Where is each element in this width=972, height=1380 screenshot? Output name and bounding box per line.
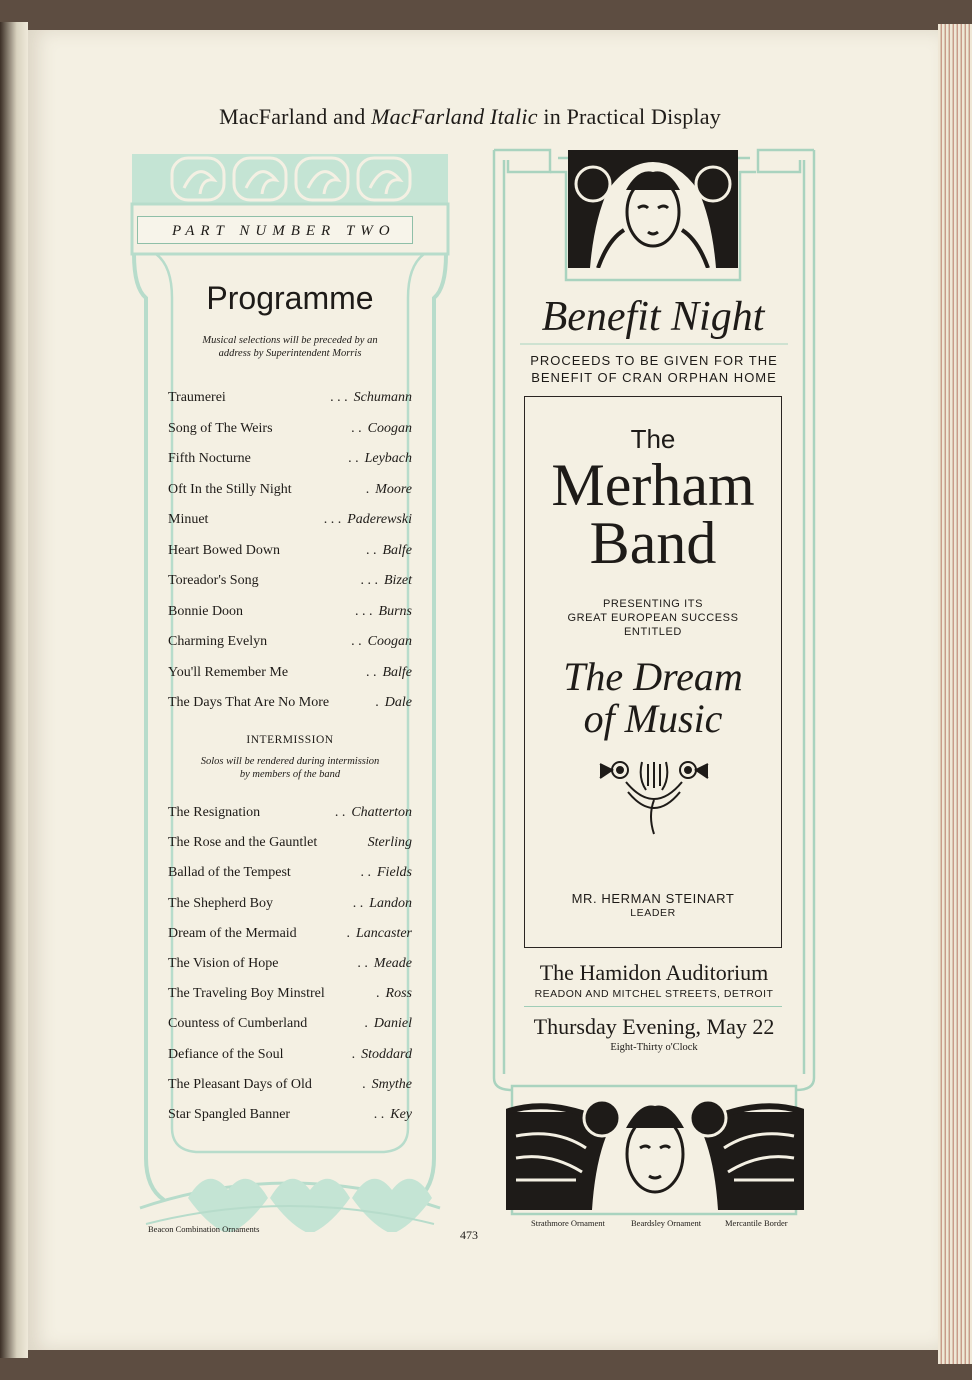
program-leader-dots: . . . <box>355 603 373 619</box>
program-title: The Days That Are No More <box>168 695 330 710</box>
solo-row <box>168 896 412 912</box>
heading-italic-text: MacFarland Italic <box>371 104 538 129</box>
solo-leader-dots: . <box>364 1016 368 1032</box>
program-leader-dots: . . <box>365 542 377 558</box>
solo-leader-dots: . <box>346 925 350 941</box>
solo-composer: Daniel <box>373 1016 412 1032</box>
benefit-night-title: Benefit Night <box>541 294 765 340</box>
heading-text: MacFarland and <box>219 104 372 129</box>
program-title: Bonnie Doon <box>168 603 244 619</box>
solo-row <box>168 956 412 972</box>
program-row <box>168 482 412 498</box>
show-title-line: of Music <box>583 696 723 741</box>
left-ornament-caption: Beacon Combination Ornaments <box>148 1224 260 1234</box>
solo-title: Dream of the Mermaid <box>168 925 297 941</box>
solo-composer: Sterling <box>367 835 412 851</box>
program-leader-dots: . . <box>348 451 359 466</box>
solo-title: The Shepherd Boy <box>168 895 273 911</box>
solo-row <box>168 1107 412 1123</box>
book-spine-edge <box>0 22 28 1358</box>
page-number: 473 <box>460 1228 478 1242</box>
program-title: Song of The Weirs <box>168 420 273 436</box>
solo-row <box>168 1077 412 1093</box>
program-title: Oft In the Stilly Night <box>168 481 292 497</box>
solo-title: Countess of Cumberland <box>168 1016 308 1032</box>
band-name-line: Merham <box>551 452 755 518</box>
program-row <box>168 390 412 406</box>
solo-row <box>168 835 412 851</box>
solo-composer: Lancaster <box>356 925 412 941</box>
event-date: Thursday Evening, May 22 <box>533 1014 775 1039</box>
heading-text-end: in Practical Display <box>537 104 721 129</box>
program-leader-dots: . . . <box>360 573 378 588</box>
strathmore-caption: Strathmore Ornament <box>531 1218 605 1228</box>
solo-leader-dots: . . <box>357 956 368 971</box>
program-composer: Balfe <box>382 542 412 558</box>
solo-leader-dots: . . <box>352 895 364 911</box>
program-row <box>168 665 412 681</box>
programme-note <box>168 334 412 360</box>
proceeds-text <box>522 352 786 386</box>
program-row <box>168 421 412 437</box>
mercantile-caption: Mercantile Border <box>725 1218 788 1228</box>
page-stack-edges <box>938 24 972 1364</box>
beardsley-caption: Beardsley Ornament <box>631 1218 702 1228</box>
presenting-line: GREAT EUROPEAN SUCCESS <box>567 612 739 624</box>
venue-address: READON AND MITCHEL STREETS, DETROIT <box>534 988 774 1000</box>
program-leader-dots: . . . <box>330 390 348 405</box>
program-title: Minuet <box>168 512 209 527</box>
solo-row <box>168 986 412 1002</box>
program-row <box>168 451 412 467</box>
solo-title: The Rose and the Gauntlet <box>168 835 318 851</box>
presenting-line: ENTITLED <box>624 626 682 638</box>
lyre-ornament-icon <box>598 756 710 836</box>
program-row <box>168 634 412 650</box>
programme-note-line: address by Superintendent Morris <box>218 348 362 359</box>
program-title: Toreador's Song <box>168 573 259 588</box>
program-composer: Paderewski <box>347 512 412 527</box>
program-title: Fifth Nocturne <box>168 451 251 466</box>
program-leader-dots: . . <box>351 420 362 436</box>
band-name <box>524 452 782 576</box>
program-leader-dots: . <box>365 481 370 497</box>
presenting-text <box>524 597 782 639</box>
leader-name: MR. HERMAN STEINART <box>571 891 735 906</box>
solo-title: The Vision of Hope <box>168 956 279 971</box>
program-composer: Balfe <box>382 664 412 680</box>
show-title <box>524 656 782 740</box>
program-title: Charming Evelyn <box>168 634 268 649</box>
solo-leader-dots: . . <box>360 865 371 881</box>
solo-title: Ballad of the Tempest <box>168 865 291 881</box>
program-title: Heart Bowed Down <box>168 542 280 558</box>
program-leader-dots: . . <box>365 664 377 680</box>
proceeds-line: BENEFIT OF CRAN ORPHAN HOME <box>531 370 777 385</box>
program-row <box>168 573 412 589</box>
solo-row <box>168 926 412 942</box>
program-composer: Schumann <box>353 390 412 405</box>
divider <box>524 1006 782 1007</box>
solo-title: The Resignation <box>168 805 261 820</box>
solo-row <box>168 805 412 821</box>
programme-note-line: Musical selections will be preceded by an <box>202 335 378 346</box>
presenting-line: PRESENTING ITS <box>602 598 704 610</box>
program-composer: Burns <box>378 603 412 619</box>
intermission-note <box>168 755 412 781</box>
beardsley-face-ornament-top <box>568 150 738 268</box>
solo-composer: Fields <box>377 865 412 881</box>
solo-leader-dots: . . <box>373 1107 385 1122</box>
program-row <box>168 604 412 620</box>
program-title: You'll Remember Me <box>168 664 289 680</box>
solo-row <box>168 1047 412 1063</box>
band-leader <box>524 891 782 921</box>
solo-title: Star Spangled Banner <box>168 1107 291 1122</box>
program-row <box>168 512 412 528</box>
solo-title: The Pleasant Days of Old <box>168 1076 312 1092</box>
solo-composer: Meade <box>373 956 412 971</box>
band-name-line: Band <box>589 510 717 576</box>
event-time: Eight-Thirty o'Clock <box>610 1042 698 1053</box>
intermission-note-line: by members of the band <box>239 769 341 780</box>
solo-leader-dots <box>317 835 367 851</box>
solo-composer: Landon <box>369 895 412 911</box>
solo-title: Defiance of the Soul <box>168 1046 284 1062</box>
program-title: Traumerei <box>168 390 226 405</box>
solo-row <box>168 1016 412 1032</box>
programme-title: Programme <box>206 280 374 316</box>
solo-composer: Smythe <box>371 1076 412 1092</box>
beardsley-face-ornament-bottom <box>506 1088 804 1210</box>
program-composer: Dale <box>384 695 412 710</box>
program-composer: Leybach <box>364 451 412 466</box>
solo-composer: Ross <box>385 986 412 1002</box>
solo-leader-dots: . . <box>334 805 346 820</box>
intermission-note-line: Solos will be rendered during intermission <box>200 756 380 767</box>
venue-name: The Hamidon Auditorium <box>539 960 769 985</box>
band-the-text: The <box>630 424 676 454</box>
program-composer: Moore <box>375 481 412 497</box>
solo-title: The Traveling Boy Minstrel <box>168 986 325 1002</box>
proceeds-line: PROCEEDS TO BE GIVEN FOR THE <box>530 353 778 368</box>
solo-row <box>168 865 412 881</box>
solo-leader-dots: . <box>351 1046 356 1062</box>
program-composer: Coogan <box>367 634 412 649</box>
part-number-label: PART NUMBER TWO <box>137 216 413 244</box>
show-title-line: The Dream <box>563 654 743 699</box>
program-composer: Bizet <box>384 573 412 588</box>
program-row <box>168 695 412 711</box>
program-row <box>168 543 412 559</box>
solo-composer: Key <box>390 1107 412 1122</box>
solo-leader-dots: . <box>376 986 380 1002</box>
program-leader-dots: . . . <box>323 512 342 527</box>
program-leader-dots: . <box>375 695 379 710</box>
program-leader-dots: . . <box>351 634 362 649</box>
intermission-heading: INTERMISSION <box>246 734 334 746</box>
solo-composer: Stoddard <box>361 1046 412 1062</box>
program-composer: Coogan <box>367 420 412 436</box>
leader-title: LEADER <box>630 907 676 919</box>
solo-composer: Chatterton <box>351 805 412 820</box>
page-heading <box>0 104 940 130</box>
solo-leader-dots: . <box>362 1076 366 1092</box>
